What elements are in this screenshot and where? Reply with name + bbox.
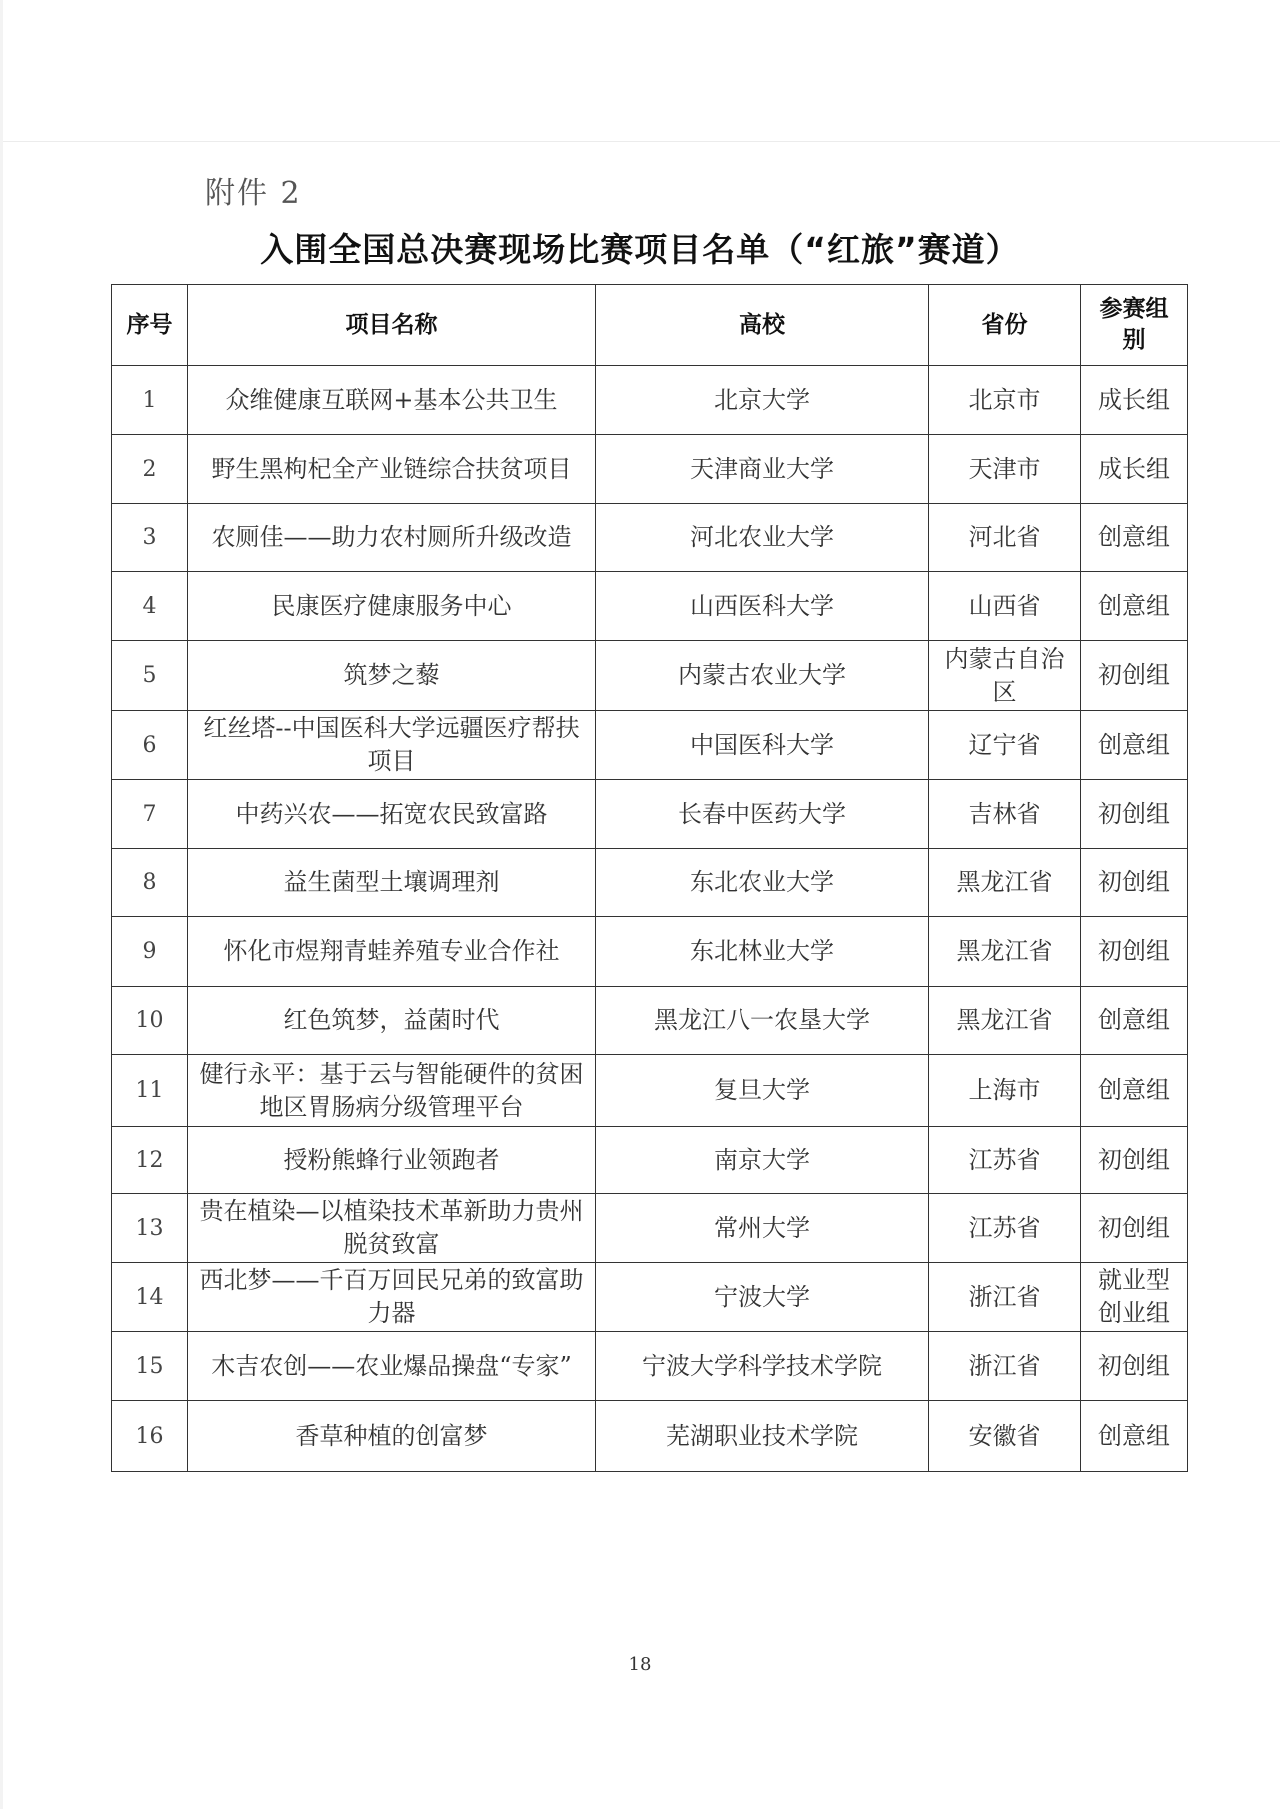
cell-group: 成长组	[1081, 366, 1188, 435]
scan-edge-left	[0, 0, 3, 1809]
cell-project-name: 红色筑梦，益菌时代	[188, 987, 596, 1055]
cell-group: 创意组	[1081, 711, 1188, 780]
header-project-name: 项目名称	[188, 285, 596, 366]
cell-seq: 12	[112, 1127, 188, 1194]
header-province: 省份	[929, 285, 1081, 366]
header-university: 高校	[596, 285, 929, 366]
cell-seq: 7	[112, 780, 188, 849]
table-row	[112, 711, 1188, 780]
cell-seq: 3	[112, 504, 188, 572]
cell-project-name: 农厕佳——助力农村厕所升级改造	[188, 504, 596, 572]
header-group: 参赛组别	[1081, 285, 1188, 366]
cell-seq: 4	[112, 572, 188, 641]
cell-university: 黑龙江八一农垦大学	[596, 987, 929, 1055]
cell-university: 常州大学	[596, 1194, 929, 1263]
cell-university: 中国医科大学	[596, 711, 929, 780]
cell-seq: 8	[112, 849, 188, 917]
cell-province: 黑龙江省	[929, 917, 1081, 987]
cell-province: 上海市	[929, 1055, 1081, 1127]
table-row	[112, 435, 1188, 504]
cell-university: 天津商业大学	[596, 435, 929, 504]
cell-seq: 1	[112, 366, 188, 435]
table-row	[112, 1332, 1188, 1401]
cell-province: 天津市	[929, 435, 1081, 504]
cell-seq: 15	[112, 1332, 188, 1401]
cell-province: 黑龙江省	[929, 987, 1081, 1055]
cell-university: 河北农业大学	[596, 504, 929, 572]
cell-group: 创意组	[1081, 572, 1188, 641]
cell-project-name: 筑梦之藜	[188, 641, 596, 711]
cell-university: 内蒙古农业大学	[596, 641, 929, 711]
cell-seq: 10	[112, 987, 188, 1055]
cell-province: 河北省	[929, 504, 1081, 572]
table-header-row	[112, 285, 1188, 366]
cell-university: 山西医科大学	[596, 572, 929, 641]
cell-province: 辽宁省	[929, 711, 1081, 780]
cell-university: 宁波大学科学技术学院	[596, 1332, 929, 1401]
cell-group: 初创组	[1081, 1127, 1188, 1194]
header-seq: 序号	[112, 285, 188, 366]
cell-project-name: 众维健康互联网+基本公共卫生	[188, 366, 596, 435]
page-title: 入围全国总决赛现场比赛项目名单（“红旅”赛道）	[260, 230, 1020, 269]
cell-seq: 2	[112, 435, 188, 504]
cell-project-name: 中药兴农——拓宽农民致富路	[188, 780, 596, 849]
cell-group: 成长组	[1081, 435, 1188, 504]
cell-group: 初创组	[1081, 917, 1188, 987]
scan-edge-top	[0, 141, 1280, 142]
cell-seq: 6	[112, 711, 188, 780]
cell-group: 创意组	[1081, 1055, 1188, 1127]
cell-project-name: 民康医疗健康服务中心	[188, 572, 596, 641]
cell-province: 浙江省	[929, 1332, 1081, 1401]
cell-university: 芜湖职业技术学院	[596, 1401, 929, 1472]
cell-project-name: 木吉农创——农业爆品操盘“专家”	[188, 1332, 596, 1401]
cell-group: 初创组	[1081, 1332, 1188, 1401]
table-row	[112, 641, 1188, 711]
cell-seq: 5	[112, 641, 188, 711]
table-row	[112, 1194, 1188, 1263]
table-row	[112, 917, 1188, 987]
cell-project-name: 怀化市煜翔青蛙养殖专业合作社	[188, 917, 596, 987]
project-list-table	[111, 284, 1188, 1472]
cell-university: 长春中医药大学	[596, 780, 929, 849]
cell-group: 就业型创业组	[1081, 1263, 1188, 1332]
attachment-label: 附件 2	[205, 176, 302, 211]
cell-group: 创意组	[1081, 504, 1188, 572]
cell-province: 江苏省	[929, 1194, 1081, 1263]
table-row	[112, 366, 1188, 435]
cell-university: 东北林业大学	[596, 917, 929, 987]
cell-group: 创意组	[1081, 1401, 1188, 1472]
table-row	[112, 1401, 1188, 1472]
cell-group: 初创组	[1081, 641, 1188, 711]
cell-province: 黑龙江省	[929, 849, 1081, 917]
cell-province: 吉林省	[929, 780, 1081, 849]
cell-project-name: 授粉熊蜂行业领跑者	[188, 1127, 596, 1194]
cell-province: 北京市	[929, 366, 1081, 435]
table-row	[112, 987, 1188, 1055]
cell-university: 宁波大学	[596, 1263, 929, 1332]
cell-group: 初创组	[1081, 849, 1188, 917]
table-row	[112, 572, 1188, 641]
cell-university: 东北农业大学	[596, 849, 929, 917]
cell-seq: 14	[112, 1263, 188, 1332]
cell-province: 浙江省	[929, 1263, 1081, 1332]
cell-university: 北京大学	[596, 366, 929, 435]
table-row	[112, 1055, 1188, 1127]
cell-province: 江苏省	[929, 1127, 1081, 1194]
cell-province: 内蒙古自治区	[929, 641, 1081, 711]
cell-group: 创意组	[1081, 987, 1188, 1055]
cell-seq: 9	[112, 917, 188, 987]
cell-university: 南京大学	[596, 1127, 929, 1194]
table-row	[112, 1263, 1188, 1332]
cell-group: 初创组	[1081, 780, 1188, 849]
cell-project-name: 益生菌型土壤调理剂	[188, 849, 596, 917]
cell-project-name: 健行永平：基于云与智能硬件的贫困地区胃肠病分级管理平台	[188, 1055, 596, 1127]
table-body	[112, 366, 1188, 1472]
cell-group: 初创组	[1081, 1194, 1188, 1263]
cell-project-name: 西北梦——千百万回民兄弟的致富助力器	[188, 1263, 596, 1332]
cell-project-name: 红丝塔--中国医科大学远疆医疗帮扶项目	[188, 711, 596, 780]
cell-project-name: 野生黑枸杞全产业链综合扶贫项目	[188, 435, 596, 504]
cell-project-name: 贵在植染—以植染技术革新助力贵州脱贫致富	[188, 1194, 596, 1263]
cell-province: 安徽省	[929, 1401, 1081, 1472]
cell-university: 复旦大学	[596, 1055, 929, 1127]
cell-project-name: 香草种植的创富梦	[188, 1401, 596, 1472]
cell-seq: 11	[112, 1055, 188, 1127]
table-row	[112, 1127, 1188, 1194]
cell-seq: 16	[112, 1401, 188, 1472]
table-row	[112, 504, 1188, 572]
table-row	[112, 780, 1188, 849]
cell-province: 山西省	[929, 572, 1081, 641]
cell-seq: 13	[112, 1194, 188, 1263]
table-row	[112, 849, 1188, 917]
page-number: 18	[628, 1654, 652, 1675]
